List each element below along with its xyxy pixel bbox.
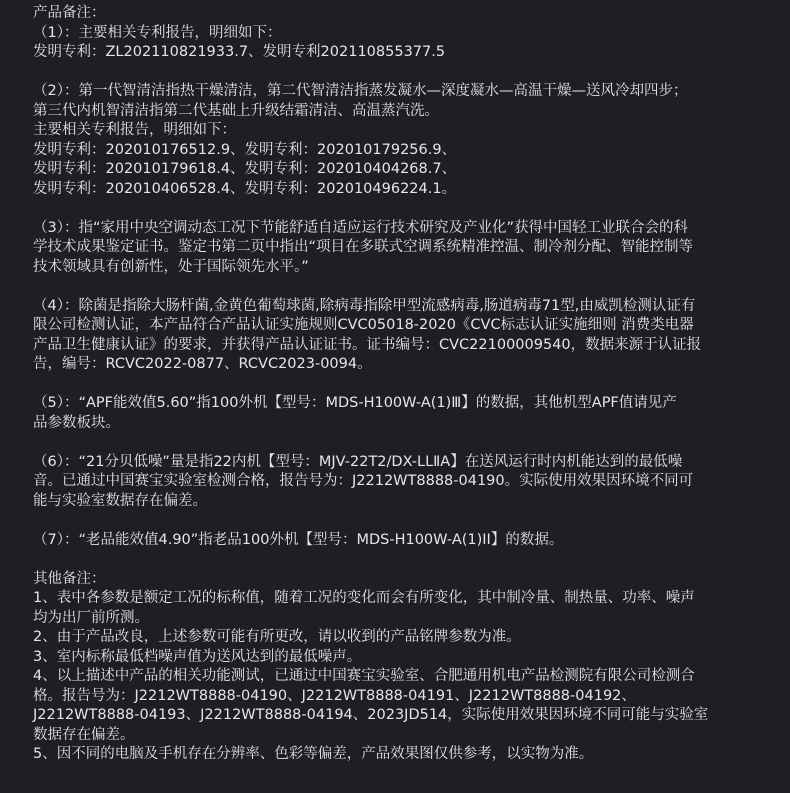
note-line: 发明专利：202010406528.4、发明专利：202010496224.1。 [33,180,457,197]
note-line: （7）：“老品能效值4.90”指老品100外机【型号：MDS-H100W-A(1)II】的数据。 [33,531,564,548]
note-line: 其他备注： [33,570,106,587]
note-line: 限公司检测认证，本产品符合产品认证实施规则CVC05018-2020《CVC标志认证实施细则 消费类电器 [33,317,694,333]
note-line: J2212WT8888-04193、J2212WT8888-04194、2023JD514，实际使用效果因环境不同可能与实验室 [33,707,709,723]
note-line: 音。已通过中国赛宝实验室检测合格，报告号为：J2212WT8888-04190。实际使用效果因环境不同可 [33,473,694,489]
note-line: 发明专利：202010179618.4、发明专利：202010404268.7、 [33,161,457,177]
spacer [33,433,778,453]
spacer [33,199,778,219]
spacer [33,375,778,395]
note-line: 学技术成果鉴定证书。鉴定书第二页中指出“项目在多联式空调系统精准控温、制冷剂分配、智能控制等 [33,239,694,255]
note-line: 3、室内标称最低档噪声值为送风达到的最低噪声。 [33,648,362,665]
note-line: 技术领域具有创新性，处于国际领先水平。” [33,258,309,275]
note-6 [33,453,778,512]
note-line: （4）：除菌是指除大肠杆菌,金黄色葡萄球菌,除病毒指除甲型流感病毒,肠道病毒71型,由威凯检测认证有 [33,297,696,314]
note-line: 能与实验室数据存在偏差。 [33,492,207,509]
note-line: 产品卫生健康认证》的要求，并获得产品认证证书。证书编号：CVC22100009540，数据来源于认证报 [33,336,702,353]
note-line: 5、因不同的电脑及手机存在分辨率、色彩等偏差，产品效果图仅供参考，以实物为准。 [33,746,594,762]
note-line: 告，编号：RCVC2022-0877、RCVC2023-0094。 [33,356,372,372]
other-notes [33,570,778,765]
spacer [33,63,778,83]
spacer [33,277,778,297]
spacer [33,511,778,531]
note-line: 第三代内机智清洁指第二代基础上升级结霜清洁、高温蒸汽洗。 [33,102,439,119]
note-line: 4、以上描述中产品的相关功能测试，已通过中国赛宝实验室、合肥通用机电产品检测院有限公司检测合 [33,668,695,684]
note-2 [33,82,778,199]
note-line: 数据存在偏差。 [33,726,135,743]
note-line: 发明专利：ZL202110821933.7、发明专利202110855377.5 [33,44,446,60]
note-7 [33,531,778,551]
note-line: 主要相关专利报告，明细如下： [33,122,236,138]
notes-heading: 产品备注： [33,5,106,21]
note-line: 1、表中各参数是额定工况的标称值，随着工况的变化而会有所变化，其中制冷量、制热量、功率、噪声 [33,590,695,606]
note-line: （6）：“21分贝低噪”量是指22内机【型号：MJV-22T2/DX-LLⅡA】在送风运行时内机能达到的最低噪 [33,453,683,470]
note-3 [33,219,778,278]
note-line: 发明专利：202010176512.9、发明专利：202010179256.9、 [33,141,457,158]
note-line: 2、由于产品改良，上述参数可能有所更改，请以收到的产品铭牌参数为准。 [33,629,521,645]
spacer [33,550,778,570]
note-line: （1）：主要相关专利报告，明细如下： [33,24,282,41]
note-line: 均为出厂前所测。 [33,609,149,626]
note-line: （2）：第一代智清洁指热干燥清洁，第二代智清洁指蒸发凝水—深度凝水—高温干燥—送风冷却四步； [33,83,688,99]
note-4 [33,297,778,375]
note-5 [33,394,778,433]
note-line: （5）：“APF能效值5.60”指100外机【型号：MDS-H100W-A(1)Ⅲ】的数据，其他机型APF值请见产 [33,395,677,411]
note-line: （3）：指“家用中央空调动态工况下节能舒适自适应运行技术研究及产业化”获得中国轻工业联合会的科 [33,219,688,236]
note-line: 格。报告号为：J2212WT8888-04190、J2212WT8888-04191、J2212WT8888-04192、 [33,687,636,704]
note-line: 品参数板块。 [33,414,120,431]
note-1 [33,24,778,63]
